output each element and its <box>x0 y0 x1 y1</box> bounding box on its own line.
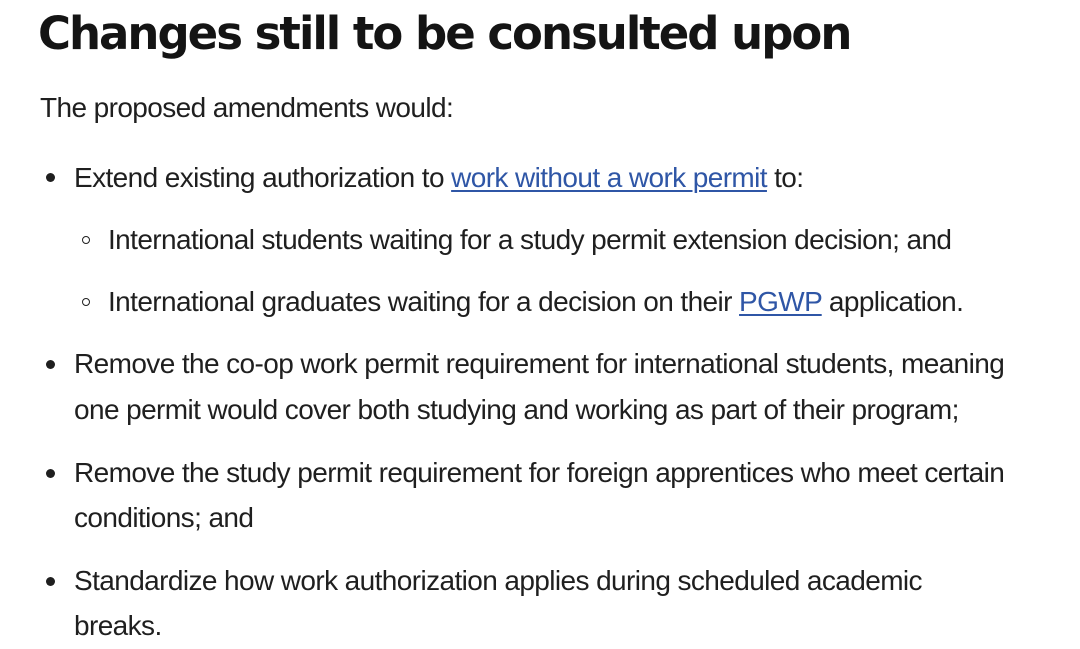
list-item-text: breaks. <box>74 610 162 641</box>
list-item-co-op-permit-continued <box>74 387 959 433</box>
hollow-bullet-icon <box>82 236 90 244</box>
sublist-item-students <box>108 217 951 263</box>
bullet-icon <box>46 360 55 369</box>
sublist-item-graduates <box>108 279 963 325</box>
list-item-text: Standardize how work authorization applies during scheduled academic <box>74 565 922 596</box>
sublist-item-text: International graduates waiting for a decision on their <box>108 286 740 317</box>
list-item-text: one permit would cover both studying and working as part of their program; <box>74 394 959 425</box>
list-item-academic-breaks <box>74 558 922 604</box>
sublist-item-text: application. <box>821 286 964 317</box>
section-heading: Changes still to be consulted upon <box>38 7 851 60</box>
list-item-apprentices-continued <box>74 495 253 541</box>
hollow-bullet-icon <box>82 298 90 306</box>
intro-text: The proposed amendments would: <box>40 92 454 123</box>
pgwp-link[interactable]: PGWP <box>739 286 822 317</box>
list-item-co-op-permit <box>74 341 1004 387</box>
list-item-extend-authorization <box>74 155 803 201</box>
list-item-text: Remove the co-op work permit requirement for international students, meaning <box>74 348 1005 379</box>
bullet-icon <box>46 469 55 478</box>
bullet-icon <box>46 173 55 182</box>
list-item-text: conditions; and <box>74 502 254 533</box>
bullet-icon <box>46 577 55 586</box>
list-item-apprentices <box>74 450 1004 496</box>
list-item-text: Remove the study permit requirement for foreign apprentices who meet certain <box>74 457 1005 488</box>
work-without-permit-link[interactable]: work without a work permit <box>451 162 767 193</box>
list-item-text: Extend existing authorization to <box>74 162 452 193</box>
sublist-item-text: International students waiting for a study permit extension decision; and <box>108 224 952 255</box>
list-item-academic-breaks-continued <box>74 603 162 649</box>
list-item-text: to: <box>766 162 804 193</box>
